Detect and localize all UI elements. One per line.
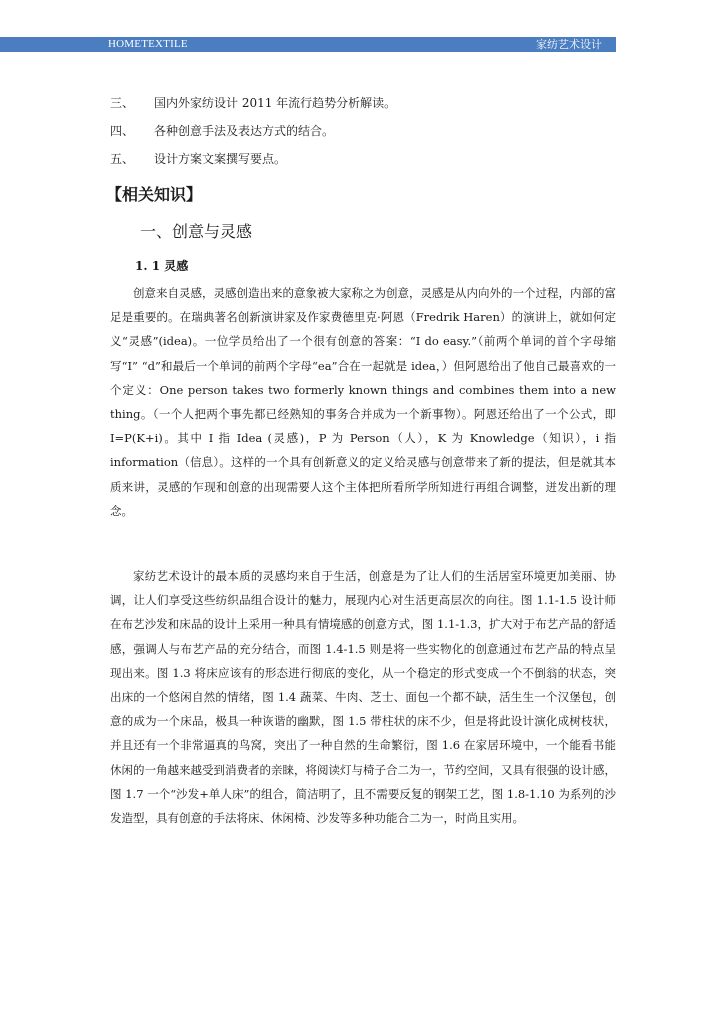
header-right-text: 家纺艺术设计: [536, 38, 602, 51]
header-left-text: HOMETEXTILE: [108, 38, 188, 50]
list-item-number: 五、: [110, 152, 135, 166]
paragraph: 创意来自灵感，灵感创造出来的意象被大家称之为创意，灵感是从内向外的一个过程，内部的富足是重要的。在瑞典著名创新演讲家及作家费德里克·阿恩（Fredrik Haren）的演讲上，就如何定义“灵感”(idea)。一位学员给出了一个很有创意的答案：“I do easy.”（前两个单词的首个字母缩写“I” “d”和最后一个单词的前两个字母“ea”合在一起就是 idea，）但阿恩给出了他自己最喜欢的一个定义：One person takes two formerly known things and combines them into a new thing。（一个人把两个事先都已经熟知的事务合并成为一个新事物）。阿恩还给出了一个公式，即 I=P(K+i)。其中 I 指 Idea (灵感)，P 为 Person（人），K 为 Knowledge（知识），i 指 information（信息）。这样的一个具有创新意义的定义给灵感与创意带来了新的提法，但是就其本质来讲，灵感的乍现和创意的出现需要人这个主体把所看所学所知进行再组合调整，迸发出新的理念。: [110, 286, 616, 518]
paragraph: 家纺艺术设计的最本质的灵感均来自于生活，创意是为了让人们的生活居室环境更加美丽、协调，让人们享受这些纺织品组合设计的魅力，展现内心对生活更高层次的向往。图 1.1-1.5 设计师在布艺沙发和床品的设计上采用一种具有情境感的创意方式，图 1.1-1.3，扩大对于布艺产品的舒适感，强调人与布艺产品的充分结合，而图 1.4-1.5 则是将一些实物化的创意通过布艺产品的特点呈现出来。图 1.3 将床应该有的形态进行彻底的变化，从一个稳定的形式变成一个不倒翁的状态，突出床的一个悠闲自然的情绪，图 1.4 蔬菜、牛肉、芝士、面包一个都不缺，活生生一个汉堡包，创意的成为一个床品，极具一种诙谐的幽默，图 1.5 带柱状的床不少，但是将此设计演化成树枝状，并且还有一个非常逼真的鸟窝，突出了一种自然的生命繁衍，图 1.6 在家居环境中，一个能看书能休闲的一角越来越受到消费者的亲睐，将阅读灯与椅子合二为一，节约空间，又具有很强的设计感，图 1.7 一个“沙发+单人床”的组合，简洁明了，且不需要反复的钢架工艺，图 1.8-1.10 为系列的沙发造型，具有创意的手法将床、休闲椅、沙发等多种功能合二为一，时尚且实用。: [110, 569, 616, 826]
subtitle: 一、创意与灵感: [140, 222, 253, 241]
list-item-text: 各种创意手法及表达方式的结合。: [154, 124, 335, 138]
list-item-text: 国内外家纺设计 2011 年流行趋势分析解读。: [154, 96, 397, 110]
page-header: [0, 37, 616, 52]
list-item-number: 三、: [110, 96, 135, 110]
section-title: 【相关知识】: [106, 185, 203, 204]
subsection-title: 1. 1 灵感: [135, 259, 189, 273]
list-item-number: 四、: [110, 124, 135, 138]
list-item-text: 设计方案文案撰写要点。: [154, 152, 287, 166]
